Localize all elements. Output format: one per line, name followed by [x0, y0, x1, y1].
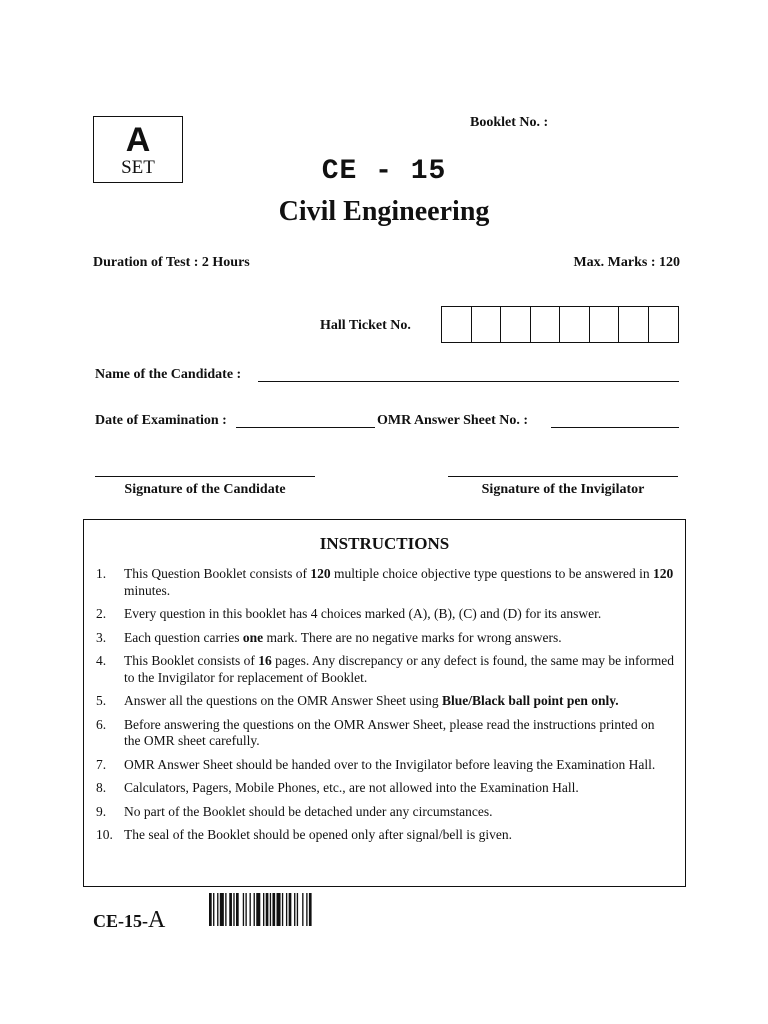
- exam-date-label: Date of Examination :: [95, 413, 227, 428]
- instruction-segment: Every question in this booklet has 4 choices marked (A), (B), (C) and (D) for its answer.: [124, 606, 602, 621]
- hall-ticket-digit-box[interactable]: [531, 307, 561, 342]
- instruction-emphasis: 120: [310, 566, 331, 581]
- instruction-text: [124, 693, 674, 710]
- instruction-emphasis: 16: [258, 653, 272, 668]
- instruction-segment: minutes.: [124, 582, 171, 598]
- barcode-bar: [266, 893, 269, 926]
- instruction-segment: multiple choice objective type questions to be answered in: [330, 566, 654, 581]
- barcode-bar: [263, 893, 264, 926]
- barcode-bar: [270, 893, 271, 926]
- barcode-bar: [250, 893, 251, 926]
- barcode-bar: [245, 893, 246, 926]
- instruction-number: 9.: [96, 803, 107, 819]
- instruction-text: [124, 757, 674, 774]
- invigilator-signature-label: Signature of the Invigilator: [481, 482, 645, 497]
- invigilator-signature-line[interactable]: [448, 476, 678, 477]
- instructions-list: [96, 566, 674, 851]
- barcode-bar: [254, 893, 255, 926]
- instruction-item: [96, 780, 674, 797]
- barcode-bar: [282, 893, 283, 926]
- hall-ticket-digit-box[interactable]: [472, 307, 502, 342]
- barcode-bar: [217, 893, 218, 926]
- set-label: SET: [121, 157, 155, 178]
- instruction-text: [124, 827, 674, 844]
- instruction-text: [124, 717, 674, 750]
- barcode-bar: [272, 893, 275, 926]
- instruction-item: [96, 827, 674, 844]
- instruction-segment: pages. Any discrepancy or any defect is found, the same may be informed to the Invigilator for replacement of Booklet.: [124, 653, 674, 685]
- instruction-segment: Before answering the questions on the OMR Answer Sheet, please read the instructions printed on the OMR sheet carefully.: [124, 716, 655, 748]
- barcode-bar: [243, 893, 244, 926]
- barcode-bar: [256, 893, 260, 926]
- barcode-bar: [233, 893, 234, 926]
- barcode-bar: [297, 893, 298, 926]
- instruction-emphasis: Blue/Black ball point pen only.: [441, 693, 619, 708]
- hall-ticket-digit-box[interactable]: [619, 307, 649, 342]
- instruction-segment: OMR Answer Sheet should be handed over to the Invigilator before leaving the Examination Hall.: [124, 756, 656, 772]
- hall-ticket-digit-box[interactable]: [649, 307, 679, 342]
- instruction-number: 5.: [96, 693, 107, 708]
- omr-sheet-label: OMR Answer Sheet No. :: [377, 413, 529, 428]
- instruction-number: 3.: [96, 629, 107, 645]
- instruction-segment: Each question carries: [124, 629, 243, 645]
- omr-sheet-field[interactable]: [551, 427, 679, 428]
- hall-ticket-digit-box[interactable]: [560, 307, 590, 342]
- instruction-emphasis: one: [242, 629, 264, 645]
- booklet-no-label: Booklet No. :: [470, 115, 549, 130]
- instruction-segment: This Question Booklet consists of: [124, 566, 311, 581]
- instruction-segment: Answer all the questions on the OMR Answer Sheet using: [124, 693, 442, 708]
- barcode-bar: [309, 893, 312, 926]
- barcode-bar: [294, 893, 295, 926]
- instruction-segment: This Booklet consists of: [124, 653, 259, 668]
- paper-code-title: CE - 15: [321, 156, 447, 187]
- instruction-segment: mark. There are no negative marks for wrong answers.: [263, 629, 562, 645]
- barcode-bar: [306, 893, 307, 926]
- instruction-number: 7.: [96, 756, 107, 772]
- instruction-segment: Calculators, Pagers, Mobile Phones, etc., are not allowed into the Examination Hall.: [124, 780, 579, 795]
- exam-date-field[interactable]: [236, 427, 375, 428]
- instruction-number: 2.: [96, 606, 107, 621]
- barcode-bar: [286, 893, 287, 926]
- barcode-bar: [225, 893, 226, 926]
- instruction-item: [96, 757, 674, 774]
- instruction-number: 4.: [96, 653, 107, 668]
- instruction-segment: The seal of the Booklet should be opened only after signal/bell is given.: [124, 827, 513, 842]
- barcode-bar: [277, 893, 281, 926]
- instruction-item: [96, 717, 674, 750]
- instruction-item: [96, 630, 674, 647]
- instruction-item: [96, 693, 674, 710]
- set-letter: A: [125, 121, 151, 159]
- instruction-number: 10.: [96, 827, 113, 842]
- test-duration: Duration of Test : 2 Hours: [93, 255, 250, 270]
- barcode-bar: [289, 893, 292, 926]
- barcode-bar: [236, 893, 239, 926]
- instruction-item: [96, 804, 674, 821]
- instruction-item: [96, 653, 674, 686]
- barcode: [209, 893, 362, 926]
- instruction-text: [124, 566, 674, 599]
- max-marks: Max. Marks : 120: [573, 255, 680, 270]
- instructions-title: INSTRUCTIONS: [319, 534, 450, 553]
- instruction-number: 1.: [96, 566, 107, 581]
- candidate-name-label: Name of the Candidate :: [95, 367, 242, 382]
- instruction-text: [124, 630, 674, 647]
- instruction-text: [124, 804, 674, 821]
- candidate-signature-line[interactable]: [95, 476, 315, 477]
- instruction-number: 8.: [96, 780, 107, 795]
- instruction-text: [124, 780, 674, 797]
- subject-title: Civil Engineering: [278, 196, 490, 227]
- footer-paper-code: [93, 907, 165, 934]
- hall-ticket-digit-box[interactable]: [442, 307, 472, 342]
- barcode-bar: [209, 893, 212, 926]
- barcode-bar: [220, 893, 224, 926]
- hall-ticket-label: Hall Ticket No.: [320, 318, 411, 333]
- hall-ticket-digit-box[interactable]: [590, 307, 620, 342]
- instruction-item: [96, 606, 674, 623]
- hall-ticket-boxes[interactable]: [441, 306, 679, 343]
- instruction-segment: No part of the Booklet should be detached under any circumstances.: [124, 803, 493, 819]
- hall-ticket-digit-box[interactable]: [501, 307, 531, 342]
- candidate-name-field[interactable]: [258, 381, 679, 382]
- instruction-number: 6.: [96, 716, 107, 732]
- footer-code-prefix: CE-15-: [93, 911, 148, 931]
- instruction-text: [124, 606, 674, 623]
- barcode-bar: [229, 893, 232, 926]
- candidate-signature-label: Signature of the Candidate: [124, 482, 286, 497]
- instruction-item: [96, 566, 674, 599]
- instructions-box: [83, 519, 686, 887]
- barcode-bar: [213, 893, 214, 926]
- instruction-emphasis: 120: [653, 566, 674, 581]
- instruction-text: [124, 653, 674, 686]
- footer-code-set: A: [148, 907, 166, 933]
- barcode-bar: [302, 893, 303, 926]
